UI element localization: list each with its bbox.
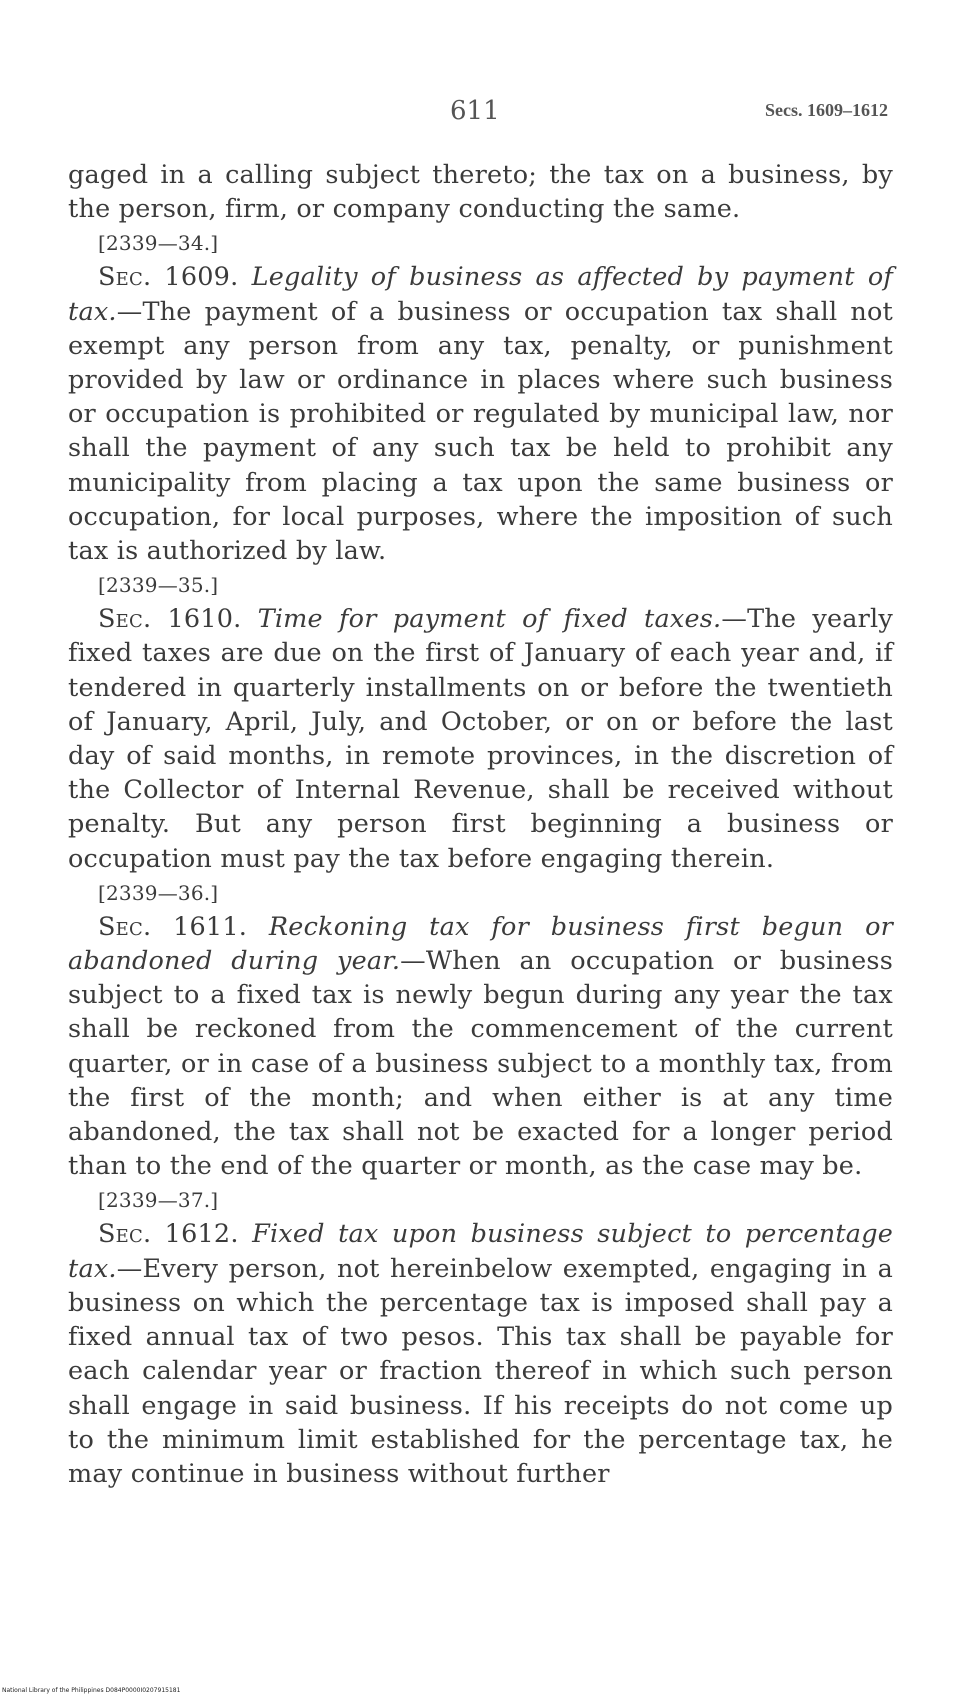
section-1610: [68, 602, 893, 876]
section-label: Sec. 1611.: [98, 911, 248, 942]
citation: [2339—35.]: [98, 573, 219, 598]
section-1612: [68, 1217, 893, 1491]
section-1609: [68, 260, 893, 568]
page-number: 611: [450, 96, 500, 126]
citation: [2339—34.]: [98, 231, 219, 256]
section-title: Time for payment of fixed taxes.: [257, 604, 722, 635]
scan-footer: [2, 1687, 180, 1694]
section-text: —Every person, not hereinbelow exempted, engaging in a business on which the percentage tax is imposed shall pay a fixed annual tax of two pesos. This tax shall be payable for each calendar year or fraction thereof in which such person shall engage in said business. If his receipts do not come up to the minimum limit established for the percentage tax, he may continue in business without further: [68, 1253, 893, 1489]
section-label: Sec. 1609.: [98, 262, 239, 293]
section-range-heading: Secs. 1609–1612: [765, 100, 888, 120]
section-1611: [68, 910, 893, 1184]
page-header: [0, 96, 968, 136]
section-title: Fixed tax upon business subject to percentage tax.: [68, 1219, 894, 1284]
section-text: —The payment of a business or occupation tax shall not exempt any person from any tax, penalty, or punishment provided by law or ordinance in places where such business or occupation is prohibited or regulated by municipal law, nor shall the payment of any such tax be held to prohibit any municipality from placing a tax upon the same business or occupation, for local purposes, where the imposition of such tax is authorized by law.: [68, 296, 893, 567]
footer-identifier: D084P0000I0207915181: [105, 1687, 181, 1694]
opening-paragraph: gaged in a calling subject thereto; the tax on a business, by the person, firm, or company conducting the same.: [68, 160, 893, 225]
section-text: —The yearly fixed taxes are due on the first of January of each year and, if tendered in quarterly installments on or before the twentieth of January, April, July, and October, or on or before the last day of said months, in remote provinces, in the discretion of the Collector of Internal Revenue, shall be received without penalty. But any person first beginning a business or occupation must pay the tax before engaging therein.: [68, 604, 894, 874]
citation: [2339—37.]: [98, 1188, 219, 1213]
section-label: Sec. 1612.: [98, 1219, 239, 1250]
page-body: [68, 158, 893, 1491]
section-title: Legality of business as affected by payment of tax.: [68, 262, 894, 327]
section-label: Sec. 1610.: [98, 604, 242, 635]
section-text: —When an occupation or business subject to a fixed tax is newly begun during any year the tax shall be reckoned from the commencement of the current quarter, or in case of a business subject to a monthly tax, from the first of the month; and when either is at any time abandoned, the tax shall not be exacted for a longer period than to the end of the quarter or month, as the case may be.: [68, 946, 893, 1182]
section-title: Reckoning tax for business first begun or abandoned during year.: [68, 911, 894, 977]
citation: [2339—36.]: [98, 880, 219, 905]
footer-source: National Library of the Philippines: [2, 1687, 104, 1694]
